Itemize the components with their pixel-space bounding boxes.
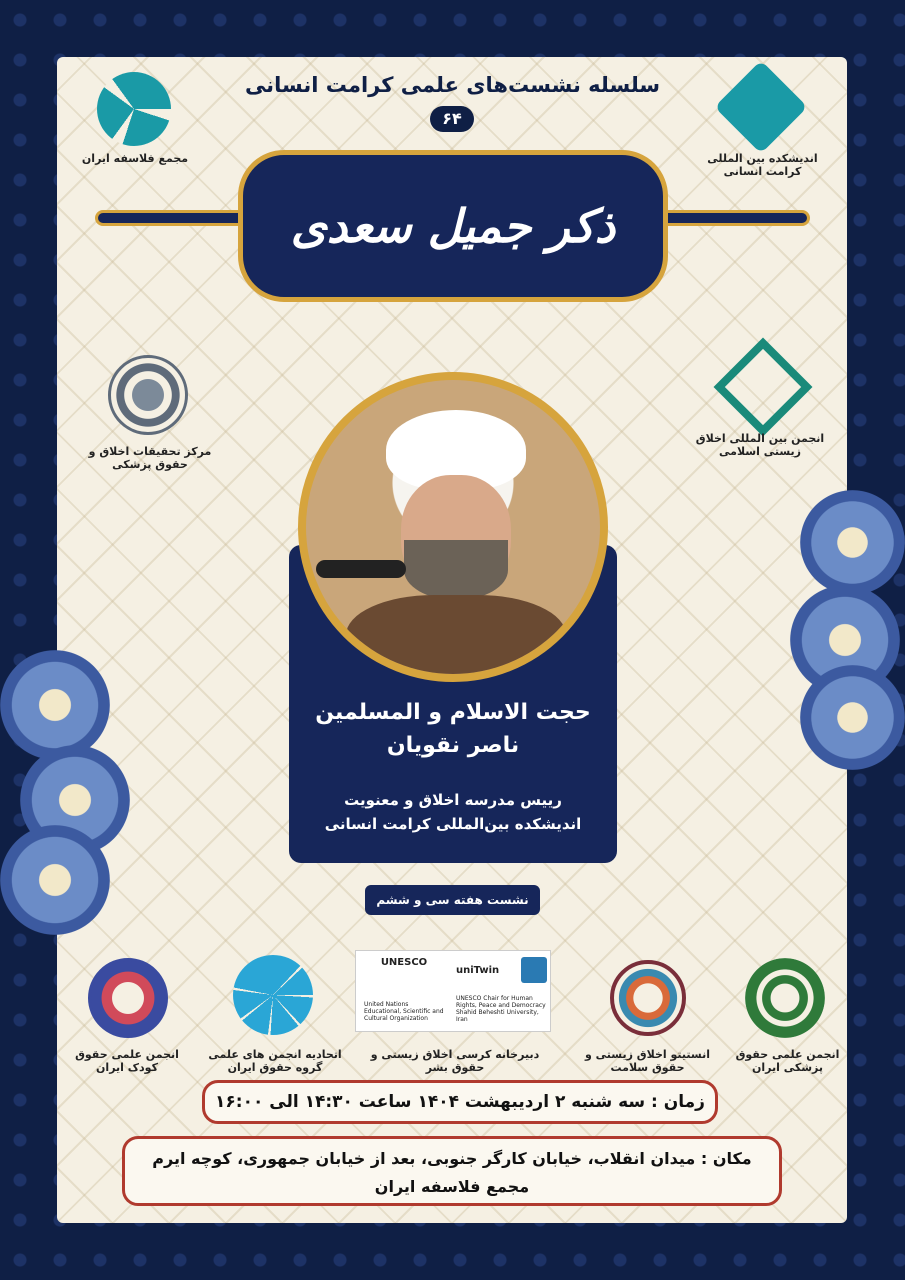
banner-wing-left	[95, 210, 245, 226]
law-associations-label: اتحادیه انجمن های علمی گروه حقوق ایران	[208, 1048, 342, 1074]
islamic-bioethics-label: انجمن بین المللی اخلاق زیستی اسلامی	[695, 432, 825, 458]
bioethics-chair-label: دبیرخانه کرسی اخلاق زیستی و حقوق بشر	[370, 1048, 540, 1074]
unitwin-caption: UNESCO Chair for Human Rights, Peace and Democracy Shahid Beheshti University, Iran	[456, 995, 546, 1023]
medical-law-label: انجمن علمی حقوق پزشکی ایران	[735, 1048, 840, 1074]
medical-law-logo	[745, 958, 825, 1038]
law-associations-logo	[233, 955, 313, 1035]
philosophy-society-label: مجمع فلاسفه ایران	[81, 152, 189, 165]
banner-title: ذکر جمیل سعدی	[290, 199, 616, 253]
title-banner	[238, 150, 668, 302]
unesco-chair-logo	[355, 950, 551, 1032]
speaker-role-line2: اندیشکده بین‌المللی کرامت انسانی	[324, 815, 582, 833]
speaker-name: ناصر نقویان	[386, 733, 520, 758]
beard-shape	[404, 540, 508, 600]
event-place-line2: مجمع فلاسفه ایران	[374, 1177, 530, 1196]
flower-ornament-right-1	[800, 490, 905, 595]
series-title: سلسله نشست‌های علمی کرامت انسانی	[244, 73, 661, 97]
medical-ethics-center-logo	[108, 355, 188, 435]
sbu-logo-icon	[521, 957, 547, 983]
unitwin-name: uniTwin	[456, 965, 500, 976]
robe-shape	[346, 595, 566, 682]
philosophy-society-logo	[97, 72, 171, 146]
medical-ethics-center-label: مرکز تحقیقات اخلاق و حقوق پزشکی	[88, 445, 212, 471]
event-time: زمان : سه شنبه ۲ اردیبهشت ۱۴۰۴ ساعت ۱۴:۳۰ الی ۱۶:۰۰	[215, 1092, 705, 1112]
child-rights-logo	[88, 958, 168, 1038]
health-law-institute-logo	[610, 960, 686, 1036]
flower-ornament-left-1	[0, 650, 110, 760]
microphone-icon	[316, 560, 406, 578]
unesco-name: UNESCO	[380, 957, 428, 968]
session-label: نشست هفته سی و ششم	[365, 885, 540, 915]
speaker-role-line1: رییس مدرسه اخلاق و معنویت	[344, 791, 562, 809]
event-place-box	[122, 1136, 782, 1206]
series-number-badge: ۶۴	[430, 106, 474, 132]
event-time-box	[202, 1080, 718, 1124]
flower-ornament-left-3	[0, 825, 110, 935]
flower-ornament-right-3	[800, 665, 905, 770]
speaker-photo	[298, 372, 608, 682]
dignity-institute-label: اندیشکده بین المللی کرامت انسانی	[707, 152, 818, 178]
event-place-line1: مکان : میدان انقلاب، خیابان کارگر جنوبی، بعد از خیابان جمهوری، کوچه ایرم	[152, 1149, 752, 1168]
unesco-caption: United Nations Educational, Scientific and Cultural Organization	[364, 1001, 444, 1022]
child-rights-label: انجمن علمی حقوق کودک ایران	[75, 1048, 179, 1074]
banner-wing-right	[660, 210, 810, 226]
speaker-title: حجت الاسلام و المسلمین	[315, 700, 591, 725]
health-law-institute-label: انستیتو اخلاق زیستی و حقوق سلامت	[585, 1048, 710, 1074]
